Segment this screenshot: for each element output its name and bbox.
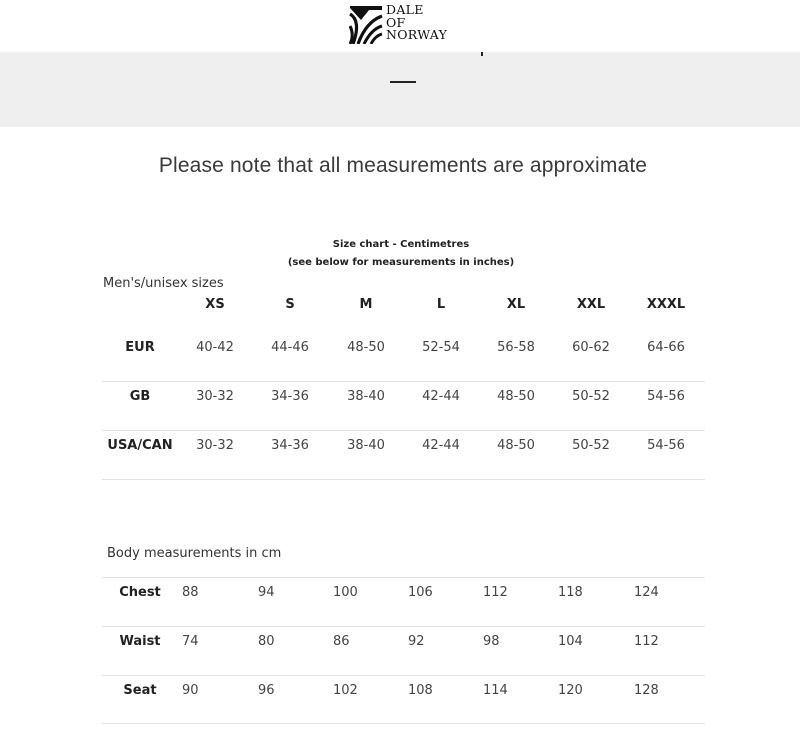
table-cell: 106 xyxy=(408,585,433,600)
logo-line-2: OF xyxy=(386,14,406,30)
row-label-usa-can: USA/CAN xyxy=(107,438,173,453)
mens-sizes-label: Men's/unisex sizes xyxy=(103,276,224,291)
table-cell: 96 xyxy=(258,683,275,698)
size-header-xs: XS xyxy=(205,297,225,312)
table-cell: 64-66 xyxy=(647,340,685,355)
row-divider xyxy=(102,381,705,382)
logo-wordmark xyxy=(386,4,447,42)
table-cell: 104 xyxy=(558,634,583,649)
table-cell: 124 xyxy=(634,585,659,600)
table-cell: 94 xyxy=(258,585,275,600)
row-label-waist: Waist xyxy=(119,634,161,649)
row-label-gb: GB xyxy=(129,389,151,404)
size-header-xxl: XXL xyxy=(576,297,606,312)
size-header-xxxl: XXXL xyxy=(646,297,686,312)
table-cell: 48-50 xyxy=(347,340,385,355)
table-cell: 48-50 xyxy=(497,438,535,453)
measurements-note: Please note that all measurements are approximate xyxy=(158,154,648,177)
logo-line-3: NORWAY xyxy=(386,27,448,42)
row-divider xyxy=(102,675,705,676)
table-cell: 114 xyxy=(483,683,508,698)
logo-line-1: DALE xyxy=(386,2,424,17)
row-divider xyxy=(102,723,705,724)
table-cell: 118 xyxy=(558,585,583,600)
table-cell: 102 xyxy=(333,683,358,698)
size-header-s: S xyxy=(285,297,295,312)
hero-tick-mark xyxy=(481,52,483,56)
table-cell: 92 xyxy=(408,634,425,649)
table-cell: 108 xyxy=(408,683,433,698)
row-divider xyxy=(102,577,705,578)
size-chart-title: Size chart - Centimetres xyxy=(332,239,470,250)
table-cell: 34-36 xyxy=(271,438,309,453)
table-cell: 44-46 xyxy=(271,340,309,355)
table-cell: 88 xyxy=(182,585,199,600)
table-cell: 40-42 xyxy=(196,340,234,355)
table-cell: 120 xyxy=(558,683,583,698)
table-cell: 74 xyxy=(182,634,199,649)
row-divider xyxy=(102,479,705,480)
table-cell: 48-50 xyxy=(497,389,535,404)
body-measurements-label: Body measurements in cm xyxy=(107,546,282,561)
table-cell: 52-54 xyxy=(422,340,460,355)
brand-logo[interactable] xyxy=(349,4,461,48)
row-divider xyxy=(102,430,705,431)
site-header xyxy=(0,0,800,52)
hero-underline xyxy=(390,81,416,83)
table-cell: 86 xyxy=(333,634,350,649)
table-cell: 60-62 xyxy=(572,340,610,355)
row-label-seat: Seat xyxy=(123,683,157,698)
table-cell: 42-44 xyxy=(422,438,460,453)
table-cell: 54-56 xyxy=(647,389,685,404)
row-label-eur: EUR xyxy=(125,340,155,355)
table-cell: 50-52 xyxy=(572,438,610,453)
row-divider xyxy=(102,626,705,627)
table-cell: 30-32 xyxy=(196,438,234,453)
table-cell: 112 xyxy=(634,634,659,649)
table-cell: 38-40 xyxy=(347,389,385,404)
size-header-m: M xyxy=(359,297,373,312)
table-cell: 34-36 xyxy=(271,389,309,404)
table-cell: 54-56 xyxy=(647,438,685,453)
table-cell: 128 xyxy=(634,683,659,698)
size-header-l: L xyxy=(436,297,446,312)
table-cell: 56-58 xyxy=(497,340,535,355)
logo-mark-icon xyxy=(349,4,383,44)
table-cell: 50-52 xyxy=(572,389,610,404)
row-label-chest: Chest xyxy=(119,585,161,600)
table-cell: 100 xyxy=(333,585,358,600)
table-cell: 98 xyxy=(483,634,500,649)
size-chart-subtitle: (see below for measurements in inches) xyxy=(287,257,515,268)
table-cell: 80 xyxy=(258,634,275,649)
table-cell: 42-44 xyxy=(422,389,460,404)
table-cell: 38-40 xyxy=(347,438,385,453)
table-cell: 112 xyxy=(483,585,508,600)
table-cell: 90 xyxy=(182,683,199,698)
hero-banner xyxy=(0,52,800,127)
table-cell: 30-32 xyxy=(196,389,234,404)
size-header-xl: XL xyxy=(506,297,526,312)
